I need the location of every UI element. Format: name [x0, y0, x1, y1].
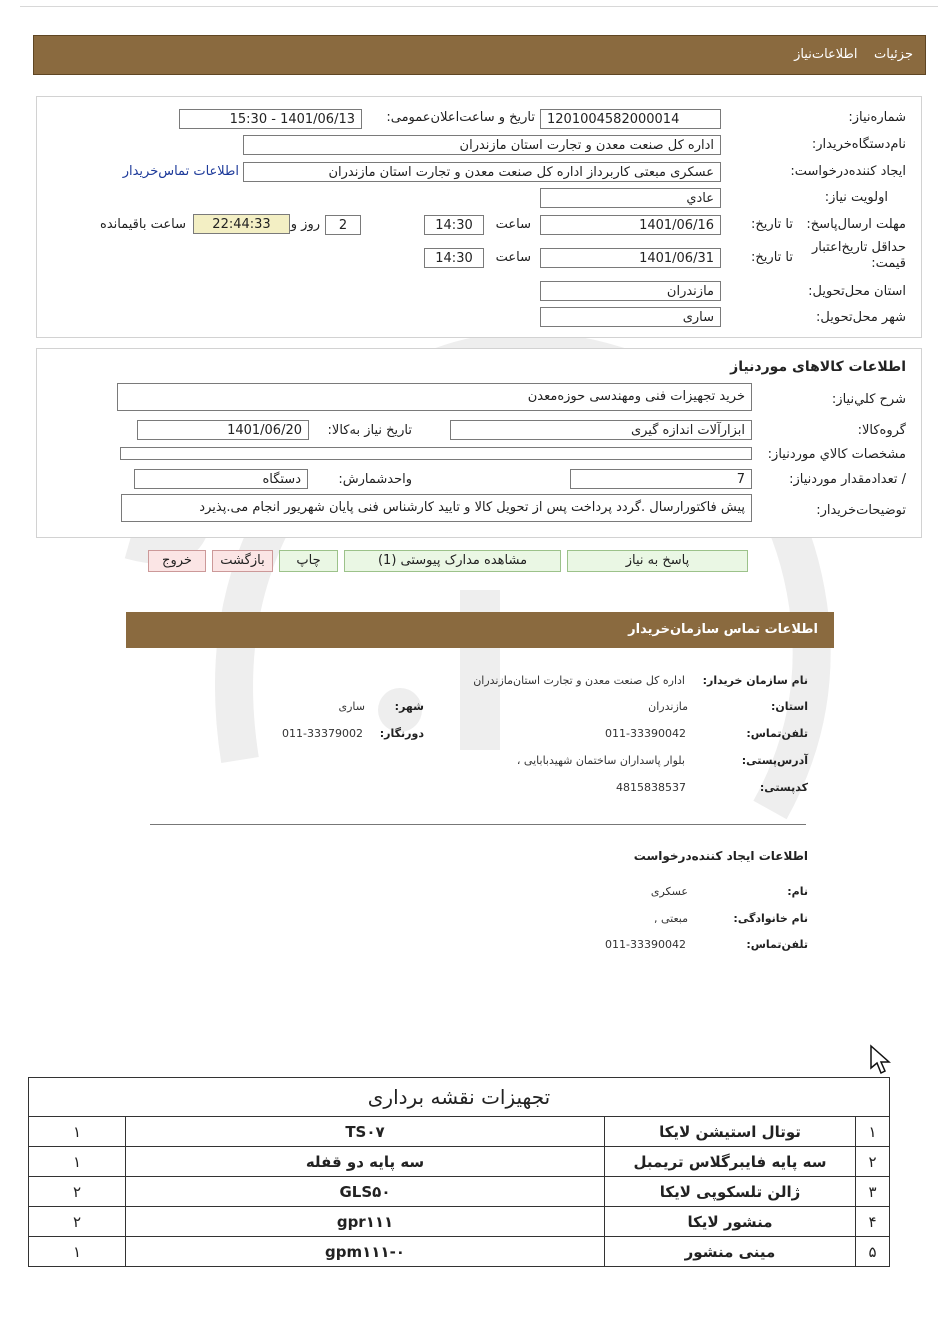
- row-number: ۳: [856, 1177, 890, 1207]
- item-quantity: ۲: [29, 1207, 126, 1237]
- item-model: TS۰۷: [126, 1117, 605, 1147]
- item-name: توتال استیشن لایکا: [605, 1117, 856, 1147]
- min-price-label: حداقل تاریخ‌اعتبار قیمت:: [812, 240, 906, 271]
- need-number-field: 1201004582000014: [540, 109, 721, 129]
- province-label: استان محل‌تحویل:: [808, 284, 906, 299]
- item-quantity: ۱: [29, 1147, 126, 1177]
- buyer-field: اداره کل صنعت معدن و تجارت استان مازندران: [243, 135, 721, 155]
- table-row: [29, 1177, 890, 1207]
- item-quantity: ۲: [29, 1177, 126, 1207]
- need-date-label: تاریخ نیاز به‌کالا:: [327, 423, 412, 438]
- contact-province-label: استان:: [771, 700, 808, 713]
- requester-title: اطلاعات ایجاد کننده‌درخواست: [633, 849, 808, 863]
- breadcrumb-details[interactable]: جزئیات: [874, 47, 913, 62]
- specs-label: مشخصات کالاي مورد‌نیاز:: [767, 447, 906, 462]
- row-number: ۱: [856, 1117, 890, 1147]
- requester-name-label: نام:: [787, 885, 808, 898]
- remaining-time-field: 22:44:33: [193, 214, 290, 234]
- announce-label: تاریخ و ساعت‌اعلان‌عمومی:: [386, 110, 535, 125]
- item-quantity: ۱: [29, 1117, 126, 1147]
- item-name: ژالن تلسکوپی لایکا: [605, 1177, 856, 1207]
- equipment-table-title: تجهیزات نقشه برداری: [29, 1078, 890, 1117]
- table-row: [29, 1147, 890, 1177]
- item-name: منشور لایکا: [605, 1207, 856, 1237]
- back-button[interactable]: بازگشت: [212, 550, 273, 572]
- buyer-contact-title: اطلاعات تماس سازمان‌خریدار: [628, 622, 818, 637]
- section-divider: [150, 824, 806, 825]
- item-quantity: ۱: [29, 1237, 126, 1267]
- days-label: روز و: [290, 217, 320, 232]
- item-model: سه پایه دو قفله: [126, 1147, 605, 1177]
- view-attachments-button[interactable]: مشاهده مدارک پیوستی (1): [344, 550, 561, 572]
- notes-label: توضیحات‌خریدار:: [816, 503, 906, 518]
- exit-button[interactable]: خروج: [148, 550, 206, 572]
- fax-label: دورنگار:: [379, 727, 424, 740]
- row-number: ۵: [856, 1237, 890, 1267]
- table-row: [29, 1117, 890, 1147]
- requester-family-value: مبعتی ,: [654, 912, 688, 925]
- buyer-contact-link[interactable]: اطلاعات تماس‌خریدار: [122, 164, 239, 179]
- city-label: شهر محل‌تحویل:: [816, 310, 906, 325]
- goods-section-title: اطلاعات کالاهای موردنیاز: [730, 359, 906, 375]
- specs-field: [120, 447, 752, 460]
- price-date-field: 1401/06/31: [540, 248, 721, 268]
- equipment-table: [28, 1077, 890, 1267]
- quantity-field: 7: [570, 469, 752, 489]
- group-field: ابزارآلات اندازه گیری: [450, 420, 752, 440]
- row-number: ۴: [856, 1207, 890, 1237]
- requester-phone-value: 011-33390042: [605, 938, 686, 951]
- summary-field: خرید تجهیزات فنی ومهندسی حوزه‌معدن: [117, 383, 752, 411]
- creator-label: ایجاد کننده‌درخواست:: [790, 164, 906, 179]
- remaining-label: ساعت باقیمانده: [100, 217, 186, 232]
- price-to-date-label: تا تاریخ:: [751, 250, 793, 265]
- city-field: ساری: [540, 307, 721, 327]
- province-field: مازندران: [540, 281, 721, 301]
- requester-name-value: عسکری: [650, 885, 688, 898]
- table-row: [29, 1237, 890, 1267]
- buyer-contact-bar: [126, 612, 834, 648]
- org-value: اداره کل صنعت معدن و تجارت استان‌مازندران: [473, 674, 685, 687]
- summary-label: شرح کلي‌نیاز:: [831, 392, 906, 407]
- postal-code-label: کدپستی:: [759, 781, 808, 794]
- priority-label: اولویت نیاز:: [824, 190, 888, 205]
- address-label: آدرس‌پستی:: [741, 754, 808, 767]
- contact-province-value: مازندران: [648, 700, 688, 713]
- breadcrumb-need-info[interactable]: اطلاعات‌نیاز: [794, 47, 858, 62]
- table-row: [29, 1207, 890, 1237]
- item-name: سه پایه فایبرگلاس تریمبل: [605, 1147, 856, 1177]
- creator-field: عسکری مبعتی کاربرداز اداره کل صنعت معدن و تجارت استان مازندران: [243, 162, 721, 182]
- unit-label: واحد‌شمارش:: [338, 472, 412, 487]
- group-label: گروه‌کالا:: [857, 423, 906, 438]
- announce-field: 1401/06/13 - 15:30: [179, 109, 362, 129]
- header-bar: [33, 35, 926, 75]
- need-date-field: 1401/06/20: [137, 420, 309, 440]
- price-time-label: ساعت: [495, 250, 531, 265]
- deadline-to-date-label: تا تاریخ:: [751, 217, 793, 232]
- contact-phone-label: تلفن‌تماس:: [746, 727, 808, 740]
- item-name: مینی منشور: [605, 1237, 856, 1267]
- buyer-label: نام‌دستگاه‌خریدار:: [811, 137, 906, 152]
- quantity-label: / تعداد‌مقدار مورد‌نیاز:: [789, 472, 906, 487]
- fax-value: 011-33379002: [282, 727, 363, 740]
- deadline-date-field: 1401/06/16: [540, 215, 721, 235]
- requester-family-label: نام خانوادگی:: [733, 912, 808, 925]
- mouse-pointer-icon: [868, 1044, 892, 1076]
- contact-phone-value: 011-33390042: [605, 727, 686, 740]
- need-number-label: شماره‌نیاز:: [848, 110, 906, 125]
- contact-city-value: ساری: [338, 700, 365, 713]
- deadline-time-field: 14:30: [424, 215, 484, 235]
- priority-field: عادي: [540, 188, 721, 208]
- breadcrumb: [794, 47, 913, 62]
- notes-field: پیش فاکتورارسال .گردد پرداخت پس از تحویل کالا و تایید کارشناس فنی پایان شهریور انجام می.پذیرد: [121, 494, 752, 522]
- address-value: بلوار پاسداران ساختمان شهیدبابایی ،: [516, 754, 685, 767]
- row-number: ۲: [856, 1147, 890, 1177]
- requester-phone-label: تلفن‌تماس:: [746, 938, 808, 951]
- days-field: 2: [325, 215, 361, 235]
- reply-button[interactable]: پاسخ به نیاز: [567, 550, 748, 572]
- deadline-time-label: ساعت: [495, 217, 531, 232]
- item-model: gpr۱۱۱: [126, 1207, 605, 1237]
- contact-city-label: شهر:: [394, 700, 424, 713]
- print-button[interactable]: چاپ: [279, 550, 338, 572]
- postal-code-value: 4815838537: [616, 781, 686, 794]
- unit-field: دستگاه: [134, 469, 308, 489]
- item-model: gpm۱۱۱-۰: [126, 1237, 605, 1267]
- deadline-label: مهلت ارسال‌پاسخ:: [806, 217, 906, 232]
- item-model: GLS۵۰: [126, 1177, 605, 1207]
- org-label: نام سازمان خریدار:: [702, 674, 808, 687]
- price-time-field: 14:30: [424, 248, 484, 268]
- top-divider: [20, 6, 938, 7]
